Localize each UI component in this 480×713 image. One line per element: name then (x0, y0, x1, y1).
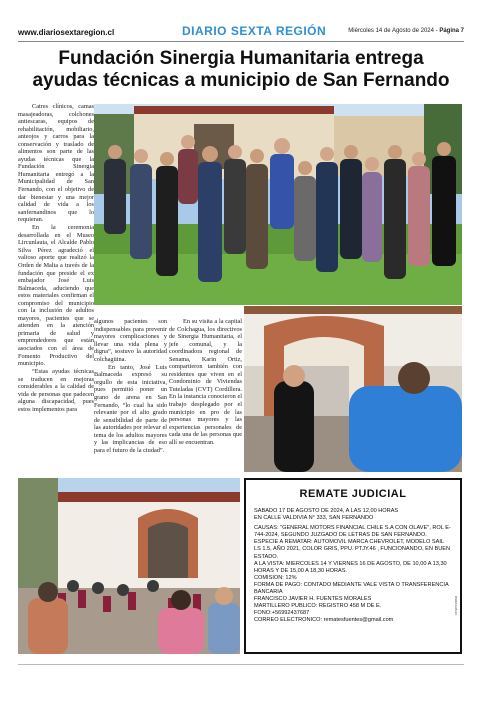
masthead (18, 22, 464, 42)
paragraph: Catres clínicos, camas masajeadoras, colchones antiescaras, equipos de rehabilitación, mobiliario, anteojos y carros para la conservación y traslado de alimentos son parte de las ayudas técnicas que la Fundación Sinergia Humanitaria entregó a la Municipalidad de San Fernando, con el objetivo de dar bienestar y una mejor calidad de vida a los sanfernandinos que lo requieran. (18, 103, 94, 224)
visit-photo (244, 306, 462, 472)
notice-fono: FONO:+56992437687 (254, 610, 310, 617)
notice-especie: ESPECIE A REMATAR: AUTOMOVIL MARCA CHEVROLET, MODELO SAIL LS 1.5, AÑO 2021, COLOR GRIS, PPU. PTJY.46 , FUNCIONANDO, EN BUEN ESTADO. (254, 539, 451, 560)
paragraph: En tanto, José Luis Balmaceda expresó su orgullo de esta iniciativa, pues permitió poner un grano de arena en San Fernando, “lo cual ha sido relevante por el alto grado de sensibilidad de parte de las autoridades por relevar el tema de los adultos mayores y las implicancias de eso para el futuro de la ciudad”. (94, 363, 167, 454)
bottom-divider (18, 664, 464, 665)
notice-causas: CAUSAS: "GENERAL MOTORS FINANCIAL CHILE S.A CON OLAVE", ROL E-744-2024, SEGUNDO JUZGADO DE LETRAS DE SAN FERNANDO. (254, 525, 451, 539)
paragraph: En la ceremonia desarrollada en el Museo Lircunlauta, el Alcalde Pablo Silva Pérez agradeció el valioso aporte que realizó la Orden de Malta a través de la fundación que preside el ex embajador José Luis Balmaceda, aduciendo que estos materiales confirman el compromiso del municipio con la inclusión de adultos mayores, pacientes que se atienden en la atención primaria de salud y emprendedores que están asociados con el área de Fomento Productivo del municipio. (18, 224, 94, 368)
issue-date-text: Miércoles 14 de Agosto de 2024 - (348, 28, 438, 34)
notice-date: SABADO 17 DE AGOSTO DE 2024, A LAS 12,00 HORAS (254, 508, 399, 514)
condominium-photo (18, 478, 240, 654)
notice-email[interactable]: CORREO ELECTRONICO: rematesfuentes@gmail.com (254, 617, 394, 624)
headline-line-1: Fundación Sinergia Humanitaria entrega (58, 48, 424, 69)
article-column-3 (169, 318, 242, 447)
paragraph: En su visita a la capital de Colchagua, los directivos de Sinergia Humanitaria, el jefe comunal, y la coordinadora regional de Senama, Karin Ortiz, compartieron también con residentes que viven en el Condominio de Viviendas Tuteladas (CVT) Cordillera. En la instancia conocieron el trabajo desplegado por el municipio en pro de las personas mayores y las experiencias personales de cada una de las personas que allí se encuentran. (169, 318, 242, 446)
page-number: Página 7 (439, 28, 464, 34)
paragraph: “Estas ayudas técnicas se traducen en mejoras considerables a la calidad de vida de personas que padecen alguna discapacidad, pues estos implementos para (18, 368, 94, 413)
notice-forma-pago: FORMA DE PAGO: CONTADO MEDIANTE VALE VISTA O TRANSFERENCIA BANCARIA (254, 581, 449, 596)
headline (18, 48, 464, 92)
notice-code: DSR/14.08.24 (454, 596, 458, 615)
masthead-divider (18, 41, 464, 42)
newspaper-name: DIARIO SEXTA REGIÓN (182, 24, 327, 38)
notice-martillero-name: FRANCISCO JAVIER H. FUENTES MORALES (254, 596, 372, 603)
article-column-1 (18, 103, 94, 414)
notice-comision: COMISION: 12% (254, 574, 297, 581)
site-url[interactable]: www.diariosextaregion.cl (18, 28, 115, 37)
notice-a-la-vista: A LA VISTA: MIERCOLES 14 Y VIERNES 16 DE AGOSTO, DE 10,00 A 13,30 HORAS Y DE 15,00 A 18,30 HORAS. (254, 560, 447, 574)
remate-judicial-notice (244, 478, 462, 654)
notice-title: REMATE JUDICIAL (299, 488, 407, 500)
issue-date (348, 28, 464, 34)
headline-line-2: ayudas técnicas a municipio de San Fernando (32, 70, 450, 91)
notice-registro: MARTILLERO PUBLICO: REGISTRO 458 M DE E. (254, 603, 382, 610)
group-photo (94, 104, 462, 305)
paragraph: algunos pacientes son indispensables para prevenir mayores complicaciones y llevar una vida plena y digna”, sostuvo la autoridad colchagüina. (94, 318, 167, 363)
article-column-2 (94, 318, 167, 455)
notice-address: EN CALLE VALDIVIA N° 333, SAN FERNANDO (254, 515, 374, 522)
